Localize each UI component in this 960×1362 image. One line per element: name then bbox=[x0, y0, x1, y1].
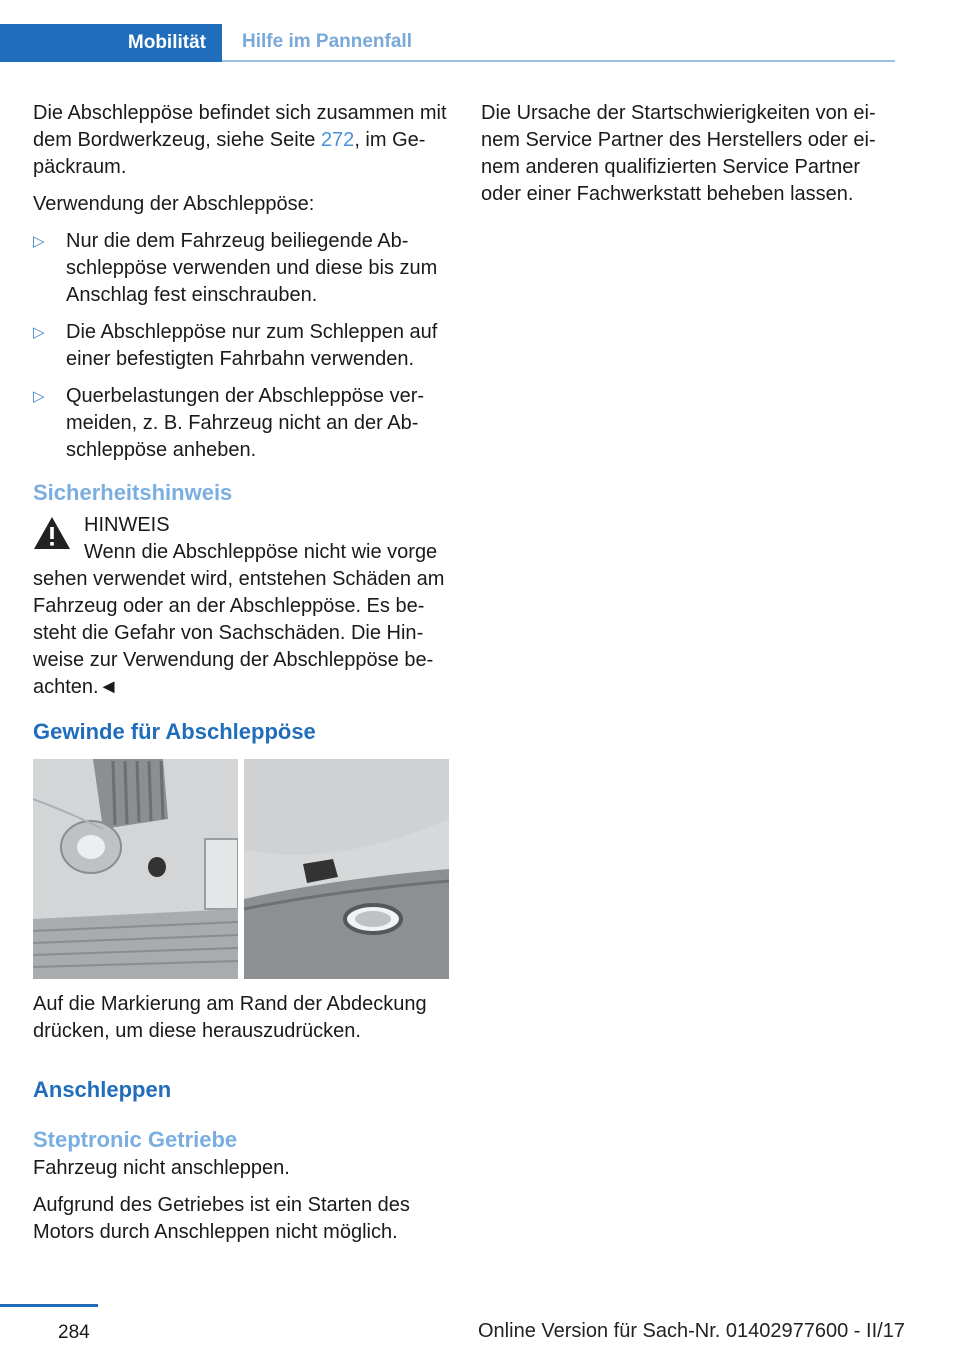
list-item-text: Querbelastungen der Abschleppöse vermeiden, z. B. Fahrzeug nicht an der Abschleppöse anheben. bbox=[66, 385, 425, 461]
list-item-text: Die Abschleppöse nur zum Schleppen auf einer befestigten Fahrbahn verwenden. bbox=[66, 321, 438, 370]
list-item bbox=[33, 228, 449, 309]
page-link-272[interactable]: 272 bbox=[320, 129, 355, 151]
tow-eye-cover-figure bbox=[33, 759, 449, 979]
tab-mobilitaet[interactable]: Mobilität bbox=[0, 24, 222, 62]
left-column bbox=[33, 100, 449, 1256]
steptronic-text-1: Fahrzeug nicht anschleppen. bbox=[33, 1157, 290, 1179]
list-item-text: Nur die dem Fahrzeug beiliegende Abschleppöse verwenden und diese bis zum Anschlag fest einschrauben. bbox=[66, 230, 438, 306]
triangle-right-icon: ▷ bbox=[33, 388, 45, 405]
triangle-right-icon: ▷ bbox=[33, 233, 45, 250]
notice-first-line: Wenn die Abschleppöse nicht wie vorge bbox=[84, 541, 438, 563]
usage-label: Verwendung der Abschleppöse: bbox=[33, 193, 315, 215]
notice-block bbox=[33, 512, 449, 701]
notice-label: HINWEIS bbox=[84, 514, 170, 536]
usage-list bbox=[33, 228, 449, 464]
intro-text: Die Abschleppöse befindet sich zusammen mit dem Bordwerkzeug, siehe Seite bbox=[33, 102, 447, 151]
list-item bbox=[33, 383, 449, 464]
safety-heading: Sicherheitshinweis bbox=[33, 480, 233, 505]
header-tabs bbox=[0, 24, 895, 62]
triangle-right-icon: ▷ bbox=[33, 324, 45, 341]
car-bumper-illustration bbox=[33, 759, 449, 979]
online-version-note: Online Version für Sach-Nr. 01402977600 - II/17 bbox=[478, 1320, 905, 1342]
list-item bbox=[33, 319, 449, 373]
warning-triangle-icon bbox=[33, 516, 71, 550]
page-number: 284 bbox=[58, 1322, 90, 1343]
towing-heading: Anschleppen bbox=[33, 1077, 172, 1102]
right-column bbox=[481, 100, 897, 218]
thread-heading: Gewinde für Abschleppöse bbox=[33, 719, 316, 744]
intro-text-end: , im Gepäckraum. bbox=[33, 129, 426, 178]
steptronic-text-2: Aufgrund des Getriebes ist ein Starten des Motors durch Anschleppen nicht möglich. bbox=[33, 1194, 410, 1243]
steptronic-heading: Steptronic Getriebe bbox=[33, 1127, 238, 1152]
right-paragraph: Die Ursache der Startschwierigkeiten von einem Service Partner des Herstellers oder einem anderen qualifizierten Service Partner oder einer Fachwerkstatt beheben lassen. bbox=[481, 102, 876, 205]
footer-divider bbox=[0, 1304, 98, 1307]
intro-paragraph bbox=[33, 100, 449, 181]
figure-caption: Auf die Markierung am Rand der Abdeckung drücken, um diese herauszudrücken. bbox=[33, 993, 427, 1042]
tab-hilfe-im-pannenfall[interactable]: Hilfe im Pannenfall bbox=[222, 24, 895, 62]
notice-text: sehen verwendet wird, entstehen Schäden am Fahrzeug oder an der Abschleppöse. Es besteht die Gefahr von Sachschäden. Die Hinweise zur Verwendung der Abschleppöse beachten.◄ bbox=[33, 568, 445, 698]
